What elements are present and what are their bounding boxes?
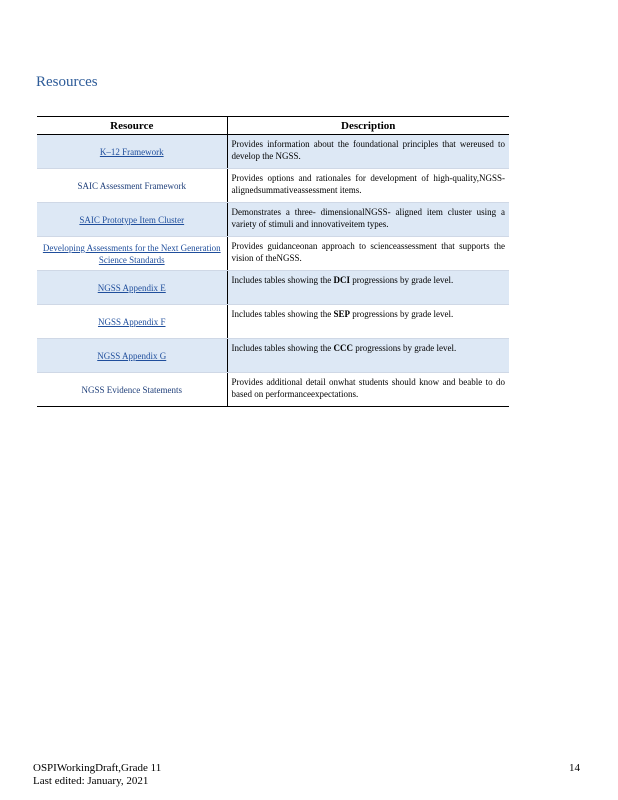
table-row: [37, 237, 509, 271]
resource-link-appendix-g[interactable]: NGSS Appendix G: [97, 350, 167, 361]
section-heading: Resources: [36, 74, 98, 90]
resource-ngss-evidence-statements: NGSS Evidence Statements: [81, 384, 182, 395]
page-number: 14: [569, 762, 580, 774]
resource-link-appendix-f[interactable]: NGSS Appendix F: [97, 316, 166, 327]
table-row: [37, 203, 509, 237]
footer-info: [33, 762, 161, 788]
table-row: [37, 135, 509, 169]
header-description: Description: [227, 117, 509, 135]
description-cell: Provides additional detail onwhat students should know and beable to do based on performanceexpectations.: [227, 373, 509, 407]
description-cell: Includes tables showing the SEP progressions by grade level.: [227, 305, 509, 339]
description-cell: Provides information about the foundational principles that wereused to develop the NGSS.: [227, 135, 509, 169]
table-row: [37, 271, 509, 305]
description-cell: Includes tables showing the CCC progressions by grade level.: [227, 339, 509, 373]
header-resource: Resource: [37, 117, 227, 135]
resources-table: [37, 116, 509, 407]
table-row: [37, 169, 509, 203]
resource-link-developing-assessments[interactable]: Developing Assessments for the Next Generation Science Standards: [42, 242, 221, 265]
footer-draft-label: OSPIWorkingDraft,Grade 11: [33, 762, 162, 774]
description-cell: Provides options and rationales for development of high-quality,NGSS- alignedsummativeassessment items.: [227, 169, 509, 203]
table-header-row: [37, 117, 509, 135]
description-cell: Includes tables showing the DCI progressions by grade level.: [227, 271, 509, 305]
description-cell: Provides guidanceonan approach to scienceassessment that supports the vision of theNGSS.: [227, 237, 509, 271]
table-row: [37, 305, 509, 339]
resource-link-saic-prototype[interactable]: SAIC Prototype Item Cluster: [79, 214, 185, 225]
resource-link-k12-framework[interactable]: K–12 Framework: [99, 146, 164, 157]
resource-saic-assessment-framework: SAIC Assessment Framework: [77, 180, 186, 191]
footer-last-edited: Last edited: January, 2021: [33, 775, 149, 787]
table-row: [37, 373, 509, 407]
table-row: [37, 339, 509, 373]
resource-link-appendix-e[interactable]: NGSS Appendix E: [97, 282, 166, 293]
description-cell: Demonstrates a three- dimensionalNGSS- aligned item cluster using a variety of stimuli and innovativeitem types.: [227, 203, 509, 237]
